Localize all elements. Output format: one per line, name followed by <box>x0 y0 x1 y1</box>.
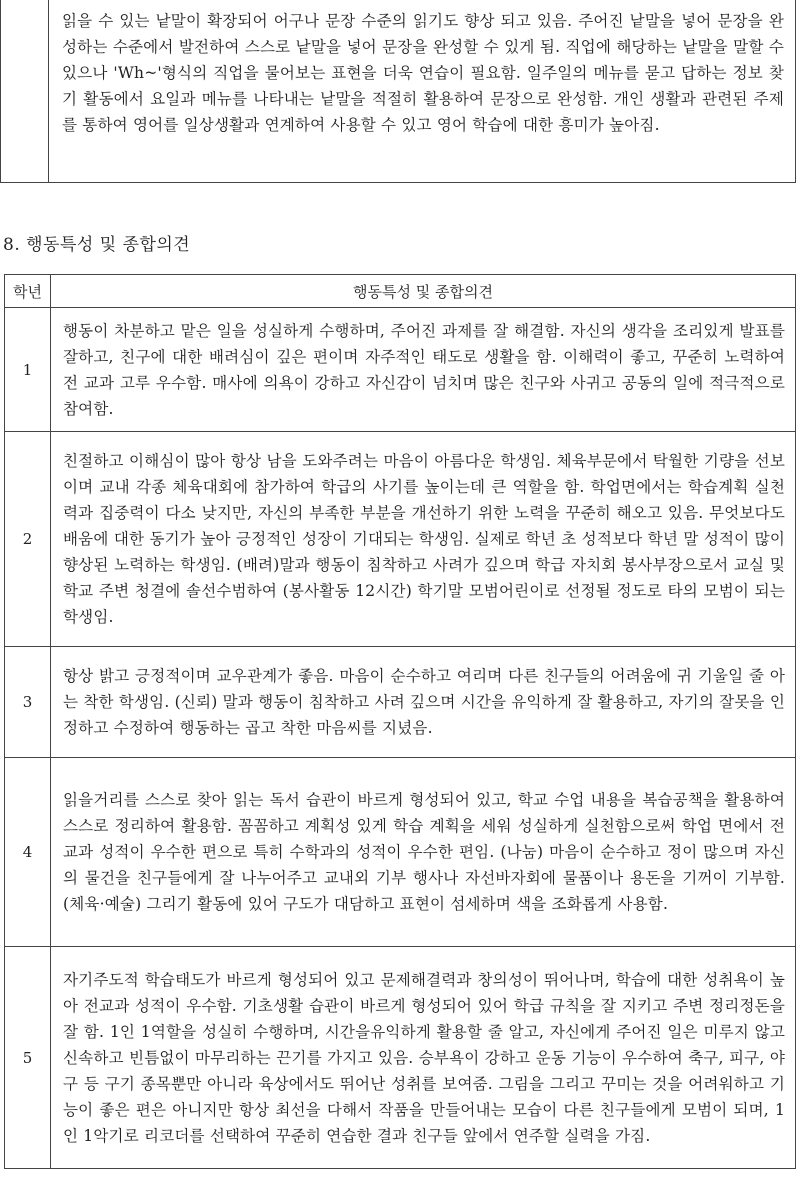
table-row <box>5 647 796 758</box>
grade-cell: 4 <box>5 758 51 947</box>
section-title: 8. 행동특성 및 종합의견 <box>3 235 191 255</box>
grade-cell: 1 <box>5 308 51 432</box>
table-row <box>5 758 796 947</box>
grade-cell: 5 <box>5 947 51 1169</box>
previous-section-text: 읽을 수 있는 낱말이 확장되어 어구나 문장 수준의 읽기도 향상 되고 있음. 주어진 낱말을 넣어 문장을 완성하는 수준에서 발전하여 스스로 낱말을 넣어 문장을 완성할 수 있게 됨. 직업에 해당하는 낱말을 말할 수 있으나 'Wh~'형식의 직업을 물어보는 표현을 더욱 연습이 필요함. 일주일의 메뉴를 묻고 답하는 정보 찾기 활동에서 요일과 메뉴를 나타내는 낱말을 적절히 활용하여 문장으로 완성함. 개인 생활과 관련된 주제를 통하여 영어를 일상생활과 연계하여 사용할 수 있고 영어 학습에 대한 흥미가 높아짐. <box>62 12 784 134</box>
grade-cell: 3 <box>5 647 51 758</box>
grade-column-header: 학년 <box>5 275 51 308</box>
content-column-header: 행동특성 및 종합의견 <box>51 275 796 308</box>
comment-cell: 자기주도적 학습태도가 바르게 형성되어 있고 문제해결력과 창의성이 뛰어나며, 학습에 대한 성취욕이 높아 전교과 성적이 우수함. 기초생활 습관이 바르게 형성되어 있어 학급 규칙을 잘 지키고 주변 정리정돈을 잘 함. 1인 1역할을 성실히 수행하며, 시간을유익하게 활용할 줄 알고, 자신에게 주어진 일은 미루지 않고 신속하고 빈틈없이 마무리하는 끈기를 가지고 있음. 승부욕이 강하고 운동 기능이 우수하여 축구, 피구, 야구 등 구기 종목뿐만 아니라 육상에서도 뛰어난 성취를 보여줌. 그림을 그리고 꾸미는 것을 어려워하고 기능이 좋은 편은 아니지만 항상 최선을 다해서 작품을 만들어내는 모습이 다른 친구들에게 모범이 되며, 1인 1악기로 리코더를 선택하여 꾸준히 연습한 결과 친구들 앞에서 연주할 실력을 가짐. <box>51 947 796 1169</box>
comment-cell: 친절하고 이해심이 많아 항상 남을 도와주려는 마음이 아름다운 학생임. 체육부문에서 탁월한 기량을 선보이며 교내 각종 체육대회에 참가하여 학급의 사기를 높이는데 큰 역할을 함. 학업면에서는 학습계획 실천력과 집중력이 다소 낮지만, 자신의 부족한 부분을 개선하기 위한 노력을 꾸준히 해오고 있음. 무엇보다도 배움에 대한 동기가 높아 긍정적인 성장이 기대되는 학생임. 실제로 학년 초 성적보다 학년 말 성적이 많이 향상된 노력하는 학생임. (배려)말과 행동이 침착하고 사려가 깊으며 학급 자치회 봉사부장으로서 교실 및 학교 주변 청결에 솔선수범하여 (봉사활동 12시간) 학기말 모범어린이로 선정될 정도로 타의 모범이 되는 학생임. <box>51 432 796 647</box>
comment-cell: 읽을거리를 스스로 찾아 읽는 독서 습관이 바르게 형성되어 있고, 학교 수업 내용을 복습공책을 활용하여 스스로 정리하여 활용함. 꼼꼼하고 계획성 있게 학습 계획을 세워 성실하게 실천함으로써 학업 면에서 전 교과 성적이 우수한 편으로 특히 수학과의 성적이 우수한 편임. (나눔) 마음이 순수하고 정이 많으며 자신의 물건을 친구들에게 잘 나누어주고 교내외 기부 행사나 자선바자회에 물품이나 용돈을 기꺼이 기부함. (체육·예술) 그리기 활동에 있어 구도가 대담하고 표현이 섬세하며 색을 조화롭게 사용함. <box>51 758 796 947</box>
table-header-row <box>5 275 796 308</box>
behavior-evaluation-table <box>4 274 796 1169</box>
previous-section-left-cell <box>1 0 49 182</box>
comment-cell: 항상 밝고 긍정적이며 교우관계가 좋음. 마음이 순수하고 여리며 다른 친구들의 어려움에 귀 기울일 줄 아는 착한 학생임. (신뢰) 말과 행동이 침착하고 사려 깊으며 시간을 유익하게 잘 활용하고, 자기의 잘못을 인정하고 수정하여 행동하는 곱고 착한 마음씨를 지녔음. <box>51 647 796 758</box>
grade-cell: 2 <box>5 432 51 647</box>
table-row <box>5 432 796 647</box>
previous-section-box <box>0 0 796 183</box>
table-row <box>5 947 796 1169</box>
table-row <box>5 308 796 432</box>
comment-cell: 행동이 차분하고 맡은 일을 성실하게 수행하며, 주어진 과제를 잘 해결함. 자신의 생각을 조리있게 발표를 잘하고, 친구에 대한 배려심이 깊은 편이며 자주적인 태도로 생활을 함. 이해력이 좋고, 꾸준히 노력하여 전 교과 고루 우수함. 매사에 의욕이 강하고 자신감이 넘치며 많은 친구와 사귀고 공동의 일에 적극적으로 참여함. <box>51 308 796 432</box>
